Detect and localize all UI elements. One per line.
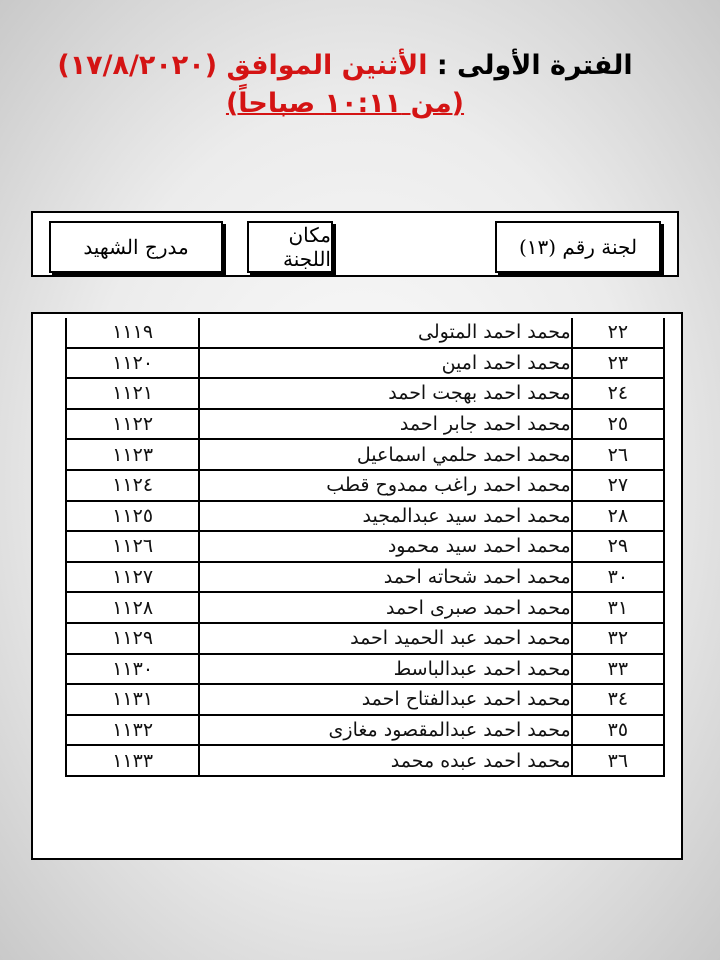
table-row bbox=[66, 378, 664, 409]
serial-cell: ٢٨ bbox=[572, 501, 664, 532]
table-row bbox=[66, 348, 664, 379]
seat-number-cell: ١١٣٠ bbox=[66, 654, 199, 685]
seat-number-cell: ١١٢٢ bbox=[66, 409, 199, 440]
committee-location-label: مكان اللجنة bbox=[247, 221, 333, 273]
name-cell: محمد احمد بهجت احمد bbox=[199, 378, 571, 409]
table-row bbox=[66, 531, 664, 562]
seat-number-cell: ١١٣١ bbox=[66, 684, 199, 715]
seat-number-cell: ١١٢٠ bbox=[66, 348, 199, 379]
table-row bbox=[66, 623, 664, 654]
seat-number-cell: ١١٣٢ bbox=[66, 715, 199, 746]
serial-cell: ٣١ bbox=[572, 592, 664, 623]
table-row bbox=[66, 654, 664, 685]
name-cell: محمد احمد حلمي اسماعيل bbox=[199, 439, 571, 470]
serial-cell: ٣٤ bbox=[572, 684, 664, 715]
period-time bbox=[30, 88, 660, 119]
table-row bbox=[66, 745, 664, 776]
seat-number-cell: ١١٢١ bbox=[66, 378, 199, 409]
committee-header bbox=[31, 211, 679, 277]
committee-number: لجنة رقم (١٣) bbox=[495, 221, 661, 273]
name-cell: محمد احمد عبدالفتاح احمد bbox=[199, 684, 571, 715]
name-cell: محمد احمد سيد محمود bbox=[199, 531, 571, 562]
table-row bbox=[66, 562, 664, 593]
seat-number-cell: ١١٢٤ bbox=[66, 470, 199, 501]
serial-cell: ٣٦ bbox=[572, 745, 664, 776]
name-cell: محمد احمد المتولى bbox=[199, 318, 571, 348]
serial-cell: ٢٥ bbox=[572, 409, 664, 440]
student-list bbox=[31, 312, 683, 860]
name-cell: محمد احمد صبرى احمد bbox=[199, 592, 571, 623]
period-date: الأثنين الموافق (١٧/٨/٢٠٢٠) bbox=[57, 50, 428, 81]
name-cell: محمد احمد عبدالمقصود مغازى bbox=[199, 715, 571, 746]
seat-number-cell: ١١٢٣ bbox=[66, 439, 199, 470]
table-row bbox=[66, 439, 664, 470]
seat-number-cell: ١١٢٩ bbox=[66, 623, 199, 654]
name-cell: محمد احمد راغب ممدوح قطب bbox=[199, 470, 571, 501]
name-cell: محمد احمد عبدالباسط bbox=[199, 654, 571, 685]
seat-number-cell: ١١٢٧ bbox=[66, 562, 199, 593]
table-row bbox=[66, 318, 664, 348]
serial-cell: ٢٧ bbox=[572, 470, 664, 501]
period-time-text: (من ١٠:١١ صباحاً) bbox=[225, 88, 465, 119]
period-label: الفترة الأولى : bbox=[436, 50, 633, 81]
student-table bbox=[65, 318, 665, 777]
serial-cell: ٣٥ bbox=[572, 715, 664, 746]
serial-cell: ٢٣ bbox=[572, 348, 664, 379]
serial-cell: ٣٢ bbox=[572, 623, 664, 654]
seat-number-cell: ١١٢٨ bbox=[66, 592, 199, 623]
student-table-body bbox=[66, 318, 664, 776]
name-cell: محمد احمد امين bbox=[199, 348, 571, 379]
table-row bbox=[66, 409, 664, 440]
seat-number-cell: ١١٢٥ bbox=[66, 501, 199, 532]
committee-location-value: مدرج الشهيد bbox=[49, 221, 223, 273]
name-cell: محمد احمد عبده محمد bbox=[199, 745, 571, 776]
seat-number-cell: ١١٣٣ bbox=[66, 745, 199, 776]
period-title bbox=[30, 50, 660, 81]
serial-cell: ٢٦ bbox=[572, 439, 664, 470]
serial-cell: ٢٢ bbox=[572, 318, 664, 348]
name-cell: محمد احمد سيد عبدالمجيد bbox=[199, 501, 571, 532]
seat-number-cell: ١١٢٦ bbox=[66, 531, 199, 562]
table-row bbox=[66, 715, 664, 746]
serial-cell: ٢٩ bbox=[572, 531, 664, 562]
table-row bbox=[66, 592, 664, 623]
serial-cell: ٣٣ bbox=[572, 654, 664, 685]
serial-cell: ٢٤ bbox=[572, 378, 664, 409]
name-cell: محمد احمد عبد الحميد احمد bbox=[199, 623, 571, 654]
table-row bbox=[66, 684, 664, 715]
name-cell: محمد احمد جابر احمد bbox=[199, 409, 571, 440]
table-row bbox=[66, 470, 664, 501]
name-cell: محمد احمد شحاته احمد bbox=[199, 562, 571, 593]
serial-cell: ٣٠ bbox=[572, 562, 664, 593]
table-row bbox=[66, 501, 664, 532]
seat-number-cell: ١١١٩ bbox=[66, 318, 199, 348]
